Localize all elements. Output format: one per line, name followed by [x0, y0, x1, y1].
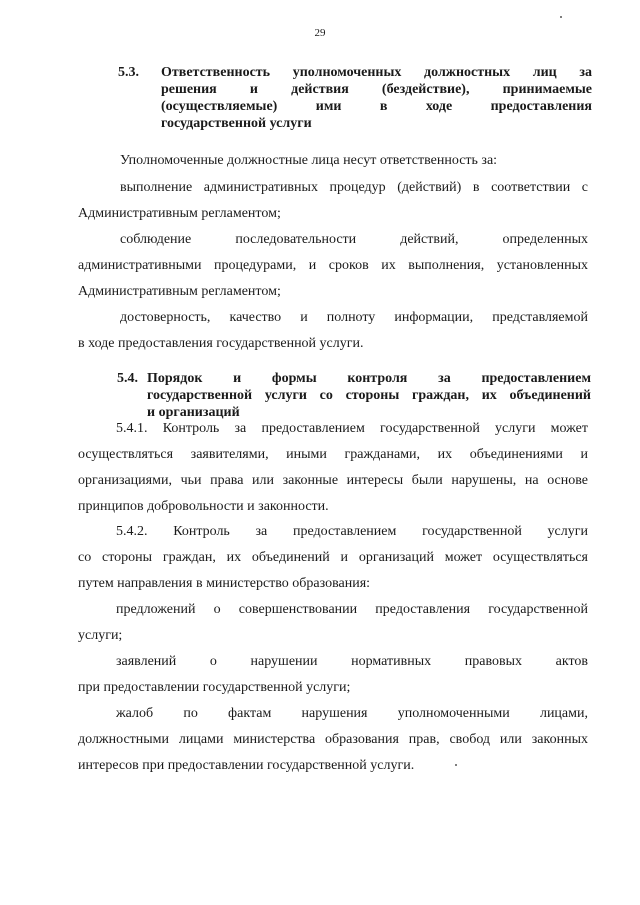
- paragraph: [78, 701, 588, 779]
- paragraph: [78, 597, 588, 649]
- heading-line: государственной услуги: [161, 116, 312, 131]
- paragraph: [78, 305, 588, 357]
- text-line: Административным регламентом;: [78, 206, 281, 221]
- heading-line: Порядок и формы контроля за предоставлением: [147, 371, 591, 386]
- text-line: услуги;: [78, 628, 123, 643]
- text-line: достоверность, качество и полноту информации, представляемой: [120, 310, 588, 325]
- text-line: Уполномоченные должностные лица несут ответственность за:: [120, 153, 498, 168]
- section-5-4-heading: [117, 370, 591, 421]
- text-line: 5.4.2. Контроль за предоставлением государственной услуги: [116, 524, 588, 539]
- paragraph: [78, 649, 588, 701]
- text-line: жалоб по фактам нарушения уполномоченными лицами,: [116, 706, 588, 721]
- paragraph: [78, 175, 588, 227]
- scan-speck: [455, 764, 457, 766]
- text-line: предложений о совершенствовании предоставления государственной: [116, 602, 588, 617]
- text-line: организациями, чьи права или законные интересы были нарушены, на основе: [78, 473, 588, 488]
- text-line: при предоставлении государственной услуги;: [78, 680, 351, 695]
- text-line: в ходе предоставления государственной услуги.: [78, 336, 364, 351]
- heading-line: Ответственность уполномоченных должностных лиц за: [161, 65, 592, 80]
- text-line: Административным регламентом;: [78, 284, 281, 299]
- text-line: 5.4.1. Контроль за предоставлением государственной услуги может: [116, 421, 588, 436]
- text-line: осуществляться заявителями, иными гражданами, их объединениями и: [78, 447, 588, 462]
- text-line: путем направления в министерство образования:: [78, 576, 371, 591]
- paragraph: [78, 416, 588, 520]
- text-line: соблюдение последовательности действий, определенных: [120, 232, 588, 247]
- text-line: интересов при предоставлении государственной услуги.: [78, 758, 415, 773]
- scan-speck: [560, 16, 562, 18]
- heading-line: государственной услуги со стороны граждан, их объединений: [147, 388, 591, 403]
- text-line: со стороны граждан, их объединений и организаций может осуществляться: [78, 550, 588, 565]
- text-line: административными процедурами, и сроков их выполнения, установленных: [78, 258, 588, 273]
- text-line: принципов добровольности и законности.: [78, 499, 329, 514]
- text-line: заявлений о нарушении нормативных правовых актов: [116, 654, 588, 669]
- paragraph: [78, 519, 588, 597]
- heading-line: решения и действия (бездействие), принимаемые: [161, 82, 592, 97]
- section-title: [147, 370, 591, 421]
- section-title: [161, 64, 592, 132]
- paragraph: [78, 227, 588, 305]
- text-line: выполнение административных процедур (действий) в соответствии с: [120, 180, 588, 195]
- heading-line: и организаций: [147, 405, 240, 420]
- section-5-3-heading: [118, 64, 592, 132]
- heading-line: (осуществляемые) ими в ходе предоставления: [161, 99, 592, 114]
- paragraph: [120, 148, 590, 174]
- page-number: 29: [314, 27, 326, 39]
- section-number: 5.4.: [117, 371, 138, 386]
- text-line: должностными лицами министерства образования прав, свобод или законных: [78, 732, 588, 747]
- section-number: 5.3.: [118, 65, 139, 80]
